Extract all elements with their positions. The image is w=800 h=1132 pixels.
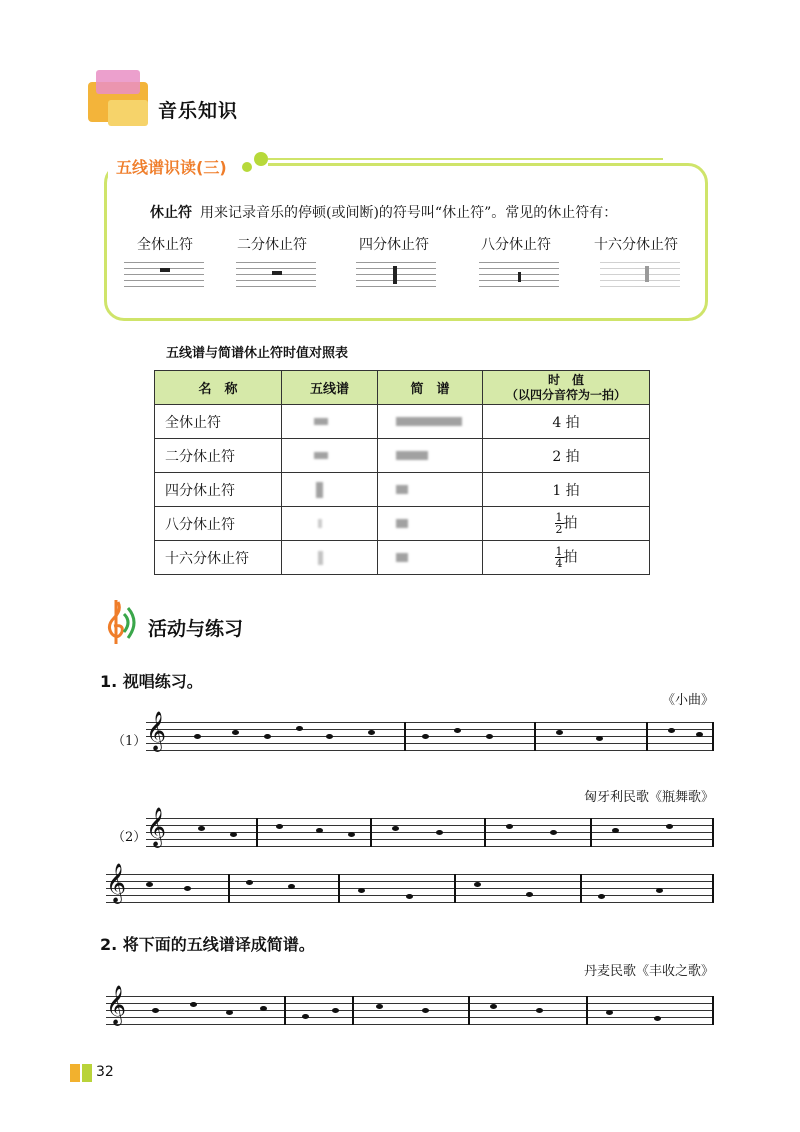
staff-exercise-2b bbox=[106, 863, 714, 906]
header-logo bbox=[88, 70, 160, 132]
table-row: 四分休止符 1 拍 bbox=[155, 473, 650, 507]
rest-name-sixteenth: 十六分休止符 bbox=[594, 237, 678, 253]
eighth-rest-staff-icon bbox=[479, 262, 559, 292]
jianpu-rest-icon bbox=[396, 485, 408, 494]
song-title-2: 匈牙利民歌《瓶舞歌》 bbox=[583, 790, 714, 805]
rest-definition bbox=[150, 202, 617, 222]
jianpu-rest-icon bbox=[396, 451, 428, 460]
song-title-3: 丹麦民歌《丰收之歌》 bbox=[583, 964, 714, 979]
header-staff: 五线谱 bbox=[282, 371, 378, 405]
table-header-row bbox=[155, 371, 650, 405]
page-number: 32 bbox=[96, 1064, 114, 1080]
rest-name-half: 二分休止符 bbox=[237, 237, 307, 253]
rest-name-quarter: 四分休止符 bbox=[359, 237, 429, 253]
treble-clef-icon: 𝄞 bbox=[146, 807, 167, 847]
whole-rest-staff-icon bbox=[124, 262, 204, 292]
dot-icon bbox=[254, 152, 268, 166]
page-mark-icon bbox=[70, 1064, 92, 1082]
sixteenth-rest-staff-icon bbox=[600, 262, 680, 292]
staff-exercise-1 bbox=[146, 711, 714, 754]
rest-name-eighth: 八分休止符 bbox=[481, 237, 551, 253]
knowledge-title: 五线谱识读(三) bbox=[116, 158, 227, 177]
treble-clef-icon bbox=[96, 596, 136, 648]
eighth-rest-icon bbox=[318, 519, 322, 528]
jianpu-rest-icon bbox=[396, 553, 408, 562]
table-row: 十六分休止符 $\frac{1}{4}$拍 bbox=[155, 541, 650, 575]
sixteenth-rest-icon bbox=[318, 551, 323, 565]
part-label-1: （1） bbox=[112, 734, 147, 749]
whole-rest-icon bbox=[314, 418, 328, 425]
half-rest-icon bbox=[314, 452, 328, 459]
jianpu-rest-icon bbox=[396, 417, 462, 426]
question-1: 1. 视唱练习。 bbox=[100, 672, 203, 691]
header-name: 名 称 bbox=[155, 371, 282, 405]
fraction: $\frac{1}{4}$ bbox=[555, 545, 563, 570]
definition-text: 用来记录音乐的停顿(或间断)的符号叫“休止符”。常见的休止符有： bbox=[200, 205, 618, 221]
jianpu-rest-icon bbox=[396, 519, 408, 528]
section-title: 音乐知识 bbox=[158, 100, 239, 122]
activity-title: 活动与练习 bbox=[148, 618, 244, 640]
quarter-rest-icon bbox=[316, 482, 323, 498]
table-row: 八分休止符 $\frac{1}{2}$拍 bbox=[155, 507, 650, 541]
staff-exercise-3 bbox=[106, 985, 714, 1028]
fraction: $\frac{1}{2}$ bbox=[555, 511, 563, 536]
half-rest-staff-icon bbox=[236, 262, 316, 292]
dot-icon bbox=[242, 162, 252, 172]
table-row: 二分休止符 2 拍 bbox=[155, 439, 650, 473]
treble-clef-icon: 𝄞 bbox=[106, 985, 127, 1025]
header-jianpu: 简 谱 bbox=[378, 371, 483, 405]
treble-clef-icon: 𝄞 bbox=[106, 863, 127, 903]
table-row: 全休止符 4 拍 bbox=[155, 405, 650, 439]
title-divider bbox=[268, 158, 663, 160]
rest-comparison-table bbox=[154, 370, 650, 575]
quarter-rest-staff-icon bbox=[356, 262, 436, 292]
header-duration: 时 值 （以四分音符为一拍） bbox=[483, 371, 650, 405]
rest-name-whole: 全休止符 bbox=[137, 237, 193, 253]
question-2: 2. 将下面的五线谱译成简谱。 bbox=[100, 935, 315, 954]
table-title: 五线谱与简谱休止符时值对照表 bbox=[166, 346, 349, 361]
rest-term: 休止符 bbox=[150, 205, 192, 221]
staff-exercise-2a bbox=[146, 807, 714, 850]
treble-clef-icon: 𝄞 bbox=[146, 711, 167, 751]
part-label-2: （2） bbox=[112, 830, 147, 845]
song-title-1: 《小曲》 bbox=[661, 693, 714, 708]
